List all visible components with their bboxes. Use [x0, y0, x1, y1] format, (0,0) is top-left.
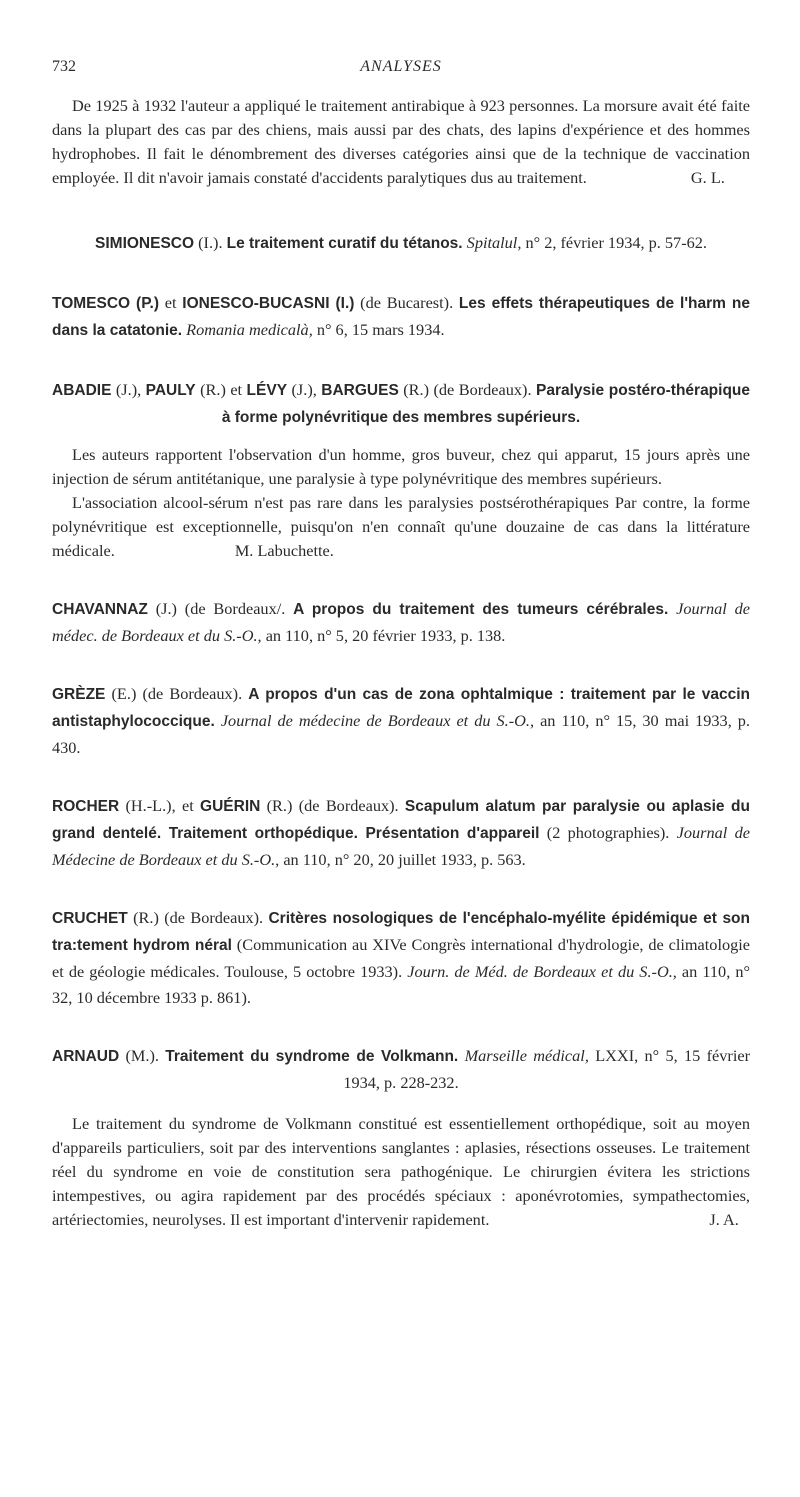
running-title: ANALYSES [360, 58, 442, 75]
entry-heading [52, 290, 750, 344]
author-name: ABADIE [52, 382, 112, 399]
author-name: GRÈZE [52, 686, 106, 703]
entry-tomesco [52, 290, 750, 344]
signature: M. Labuchette. [234, 541, 334, 560]
entry-heading [52, 596, 750, 649]
abstract [52, 443, 750, 563]
author-initials-3: (J.), [287, 380, 322, 399]
entry-simionesco [52, 230, 750, 257]
intro-paragraph [52, 94, 750, 190]
journal-name: Journal de médecine de Bordeaux et du S.-O., [220, 711, 535, 730]
author-affiliation: (de Bucarest). [354, 293, 459, 312]
abstract-text: Le traitement du syndrome de Volkmann constitué est essentiellement orthopédique, soit au moyen d'appareils particuliers, soit par des interventions sanglantes : aplasies, résections osseuses. Le traitement réel du syndrome en voie de constitution sera pathogénique. Le chirurgien évitera les strictions intempestives, ou agira rapidement par des procédés spéciaux : aponévrotomies, sympathectomies, artériectomies, neurolyses. Il est important d'intervenir rapidement. [52, 1114, 750, 1229]
intro-text: De 1925 à 1932 l'auteur a appliqué le traitement antirabique à 923 personnes. La morsure avait été faite dans la plupart des cas par des chiens, mais aussi par des chats, des lapins d'expérience et des hommes hydrophobes. Il fait le dénombrement des diverses catégories ainsi que de la technique de vaccination employée. Il dit n'avoir jamais constaté d'accidents paralytiques dus au traitement. [52, 96, 750, 187]
article-title: Le traitement curatif du tétanos. [226, 235, 463, 252]
signature: J. A. [709, 1210, 739, 1229]
journal-ref: LXXI, n° 5, 15 février 1934, p. 228-232. [343, 1046, 750, 1092]
author-name: TOMESCO (P.) [52, 295, 160, 312]
entry-heading [52, 1043, 750, 1096]
page [0, 58, 800, 1497]
entry-heading [52, 377, 750, 431]
entry-greze [52, 681, 750, 761]
entry-heading [52, 793, 750, 873]
abstract-paragraph [52, 1112, 750, 1232]
journal-ref: an 110, n° 32, 10 décembre 1933 p. 861). [52, 962, 750, 1007]
author-name-4: BARGUES [321, 382, 399, 399]
journal-name: Journal de Médecine de Bordeaux et du S.-O., [52, 823, 750, 869]
author-affiliation: (E.) (de Bordeaux). [105, 684, 249, 703]
author-name-2: GUÉRIN [200, 798, 261, 815]
entry-chavannaz [52, 596, 750, 649]
author-name-3: LÉVY [246, 382, 288, 399]
author-name: ROCHER [52, 798, 120, 815]
journal-name: Spitalul, [466, 233, 522, 252]
intro-signature: G. L. [690, 168, 725, 187]
author-initials: (H.-L.), et [119, 796, 201, 815]
page-header [52, 58, 750, 98]
abstract-paragraph [52, 491, 750, 563]
author-affiliation: (R.) (de Bordeaux). [398, 380, 536, 399]
abstract-text: L'association alcool-sérum n'est pas rare dans les paralysies postsérothérapiques Par contre, la forme polynévritique est exceptionnelle, puisqu'on n'en connaît qu'une douzaine de cas dans la littérature médicale. [52, 493, 750, 560]
author-affiliation: (R.) (de Bordeaux). [127, 908, 269, 927]
article-title: Traitement du syndrome de Volkmann. [165, 1048, 459, 1065]
article-title: A propos d'un cas de zona ophtalmique : traitement par le vaccin antistaphylococcique. [52, 686, 750, 730]
article-title: Les effets thérapeutiques de l'harm ne dans la catatonie. [52, 295, 751, 339]
journal-name: Journ. de Méd. de Bordeaux et du S.-O., [407, 962, 677, 981]
entry-heading [52, 681, 750, 761]
entry-rocher [52, 793, 750, 873]
journal-name: Marseille médical, [464, 1046, 589, 1065]
journal-ref: an 110, n° 15, 30 mai 1933, p. 430. [52, 711, 750, 757]
author-initials-2: (R.) et [195, 380, 247, 399]
author-name: CRUCHET [52, 910, 128, 927]
journal-ref: n° 2, février 1934, p. 57-62. [521, 233, 707, 252]
title-note: (2 photographies). [539, 823, 677, 842]
article-title: A propos du traitement des tumeurs cérébrales. [293, 601, 669, 618]
entry-arnaud [52, 1043, 750, 1232]
author-name: CHAVANNAZ [52, 601, 148, 618]
title-note: (Communication au XIVe Congrès international d'hydrologie, de climatologie et de géologie médicales. Toulouse, 5 octobre 1933). [52, 935, 750, 981]
author-initials: (J.), [111, 380, 146, 399]
author-affiliation: (J.) (de Bordeaux/. [147, 599, 294, 618]
entry-heading [52, 905, 750, 1011]
abstract-paragraph: Les auteurs rapportent l'observation d'un homme, gros buveur, chez qui apparut, 15 jours après une injection de sérum antitétanique, une paralysie à type polynévritique des membres supérieurs. [52, 445, 750, 488]
article-title: Critères nosologiques de l'encéphalo-myélite épidémique et son tra:tement hydrom néral [52, 910, 750, 954]
journal-name: Journal de médec. de Bordeaux et du S.-O., [52, 599, 750, 645]
journal-name: Romania medicalà, [186, 320, 313, 339]
article-title: Paralysie postéro-thérapique à forme polynévritique des membres supérieurs. [221, 382, 751, 426]
author-initials: (I.). [194, 233, 227, 252]
author-name-2: IONESCO-BUCASNI (I.) [182, 295, 355, 312]
journal-ref: n° 6, 15 mars 1934. [312, 320, 445, 339]
entry-abadie [52, 377, 750, 563]
article-title: Scapulum alatum par paralysie ou aplasie du grand dentelé. Traitement orthopédique. Présentation d'appareil [52, 798, 750, 842]
page-number: 732 [52, 58, 76, 75]
author-initials: (M.). [119, 1046, 166, 1065]
author-conjunction: et [159, 293, 183, 312]
author-name-2: PAULY [145, 382, 196, 399]
author-name: SIMIONESCO [95, 235, 195, 252]
journal-ref: an 110, n° 20, 20 juillet 1933, p. 563. [279, 850, 526, 869]
journal-ref: an 110, n° 5, 20 février 1933, p. 138. [261, 626, 506, 645]
entry-cruchet [52, 905, 750, 1011]
author-name: ARNAUD [52, 1048, 120, 1065]
author-affiliation: (R.) (de Bordeaux). [260, 796, 405, 815]
entry-heading [52, 230, 750, 257]
abstract [52, 1112, 750, 1232]
